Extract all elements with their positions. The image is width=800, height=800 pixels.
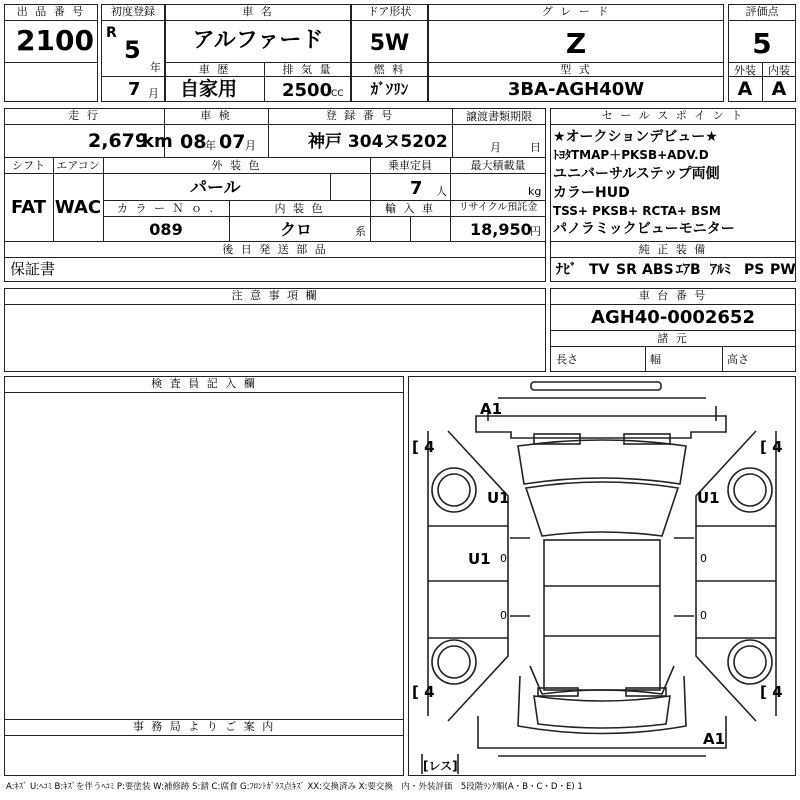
inspection-year: 08 [180, 131, 207, 153]
inspection-label: 車 検 [200, 109, 232, 122]
km-unit: km [142, 131, 173, 152]
zero-mark: 0 [500, 552, 507, 565]
registration-year: 5 [124, 36, 141, 64]
month-unit: 月 [148, 87, 159, 100]
tire-depth: [ 4 [760, 683, 783, 701]
spare-tire: [レス] [423, 759, 458, 773]
equipment-item: ﾅﾋﾞ [556, 262, 577, 278]
registration-number: 神戸 304ヌ5202 [308, 132, 448, 152]
lot-number: 2100 [16, 24, 94, 57]
tire-depth: [ 4 [412, 438, 435, 456]
office-label: 事 務 局 よ り ご 案 内 [132, 720, 276, 733]
aircon-label: エアコン [56, 159, 100, 172]
inspection-year-unit: 年 [205, 139, 216, 152]
exterior-color-label: 外 装 色 [211, 159, 262, 172]
inspection-month: 07 [219, 131, 246, 153]
sales-point: パノラミックビューモニター [553, 221, 735, 237]
notes-label: 注 意 事 項 欄 [231, 289, 319, 302]
equipment-item: SR [616, 262, 637, 278]
model-type-label: 型 式 [560, 63, 592, 76]
later-parts: 保証書 [10, 260, 56, 278]
era-prefix: R [106, 25, 117, 41]
exterior-label: 外装 [734, 64, 756, 77]
height-label: 高さ [727, 353, 749, 366]
inspection-month-unit: 月 [245, 139, 256, 152]
chassis-number-label: 車 台 番 号 [638, 289, 708, 302]
doc-month-unit: 月 [490, 141, 501, 154]
sales-point: カラーHUD [553, 185, 630, 201]
shift-label: シフト [12, 159, 45, 172]
damage-mark: U1 [468, 550, 491, 568]
equipment-item: PS [744, 262, 765, 278]
lot-number-label: 出 品 番 号 [16, 5, 86, 18]
registration-month: 7 [128, 79, 141, 100]
doc-day-unit: 日 [530, 141, 541, 154]
kg-unit: kg [528, 185, 542, 198]
recycle-fee: 18,950 [470, 220, 532, 239]
equipment-item: TV [589, 262, 610, 278]
exterior-color: パール [190, 178, 241, 198]
displacement: 2500 [282, 80, 333, 101]
sales-point: TSS+ PKSB+ RCTA+ BSM [553, 204, 721, 218]
car-name-label: 車 名 [242, 5, 274, 18]
damage-mark: U1 [487, 489, 510, 507]
equipment-item: PW [770, 262, 796, 278]
tire-depth: [ 4 [412, 683, 435, 701]
grade-label: グ レ ー ド [541, 5, 611, 18]
exterior-grade: A [737, 78, 753, 100]
displacement-label: 排 気 量 [282, 63, 333, 76]
damage-mark: A1 [703, 730, 726, 748]
grade: Z [565, 27, 587, 60]
sales-points-label: セ ー ル ス ポ イ ン ト [601, 109, 745, 122]
legend: A:ｷｽﾞ U:ﾍｺﾐ B:ｷｽﾞを伴うﾍｺﾐ P:要塗装 W:補修跡 S:錆 C:腐食 G:ﾌﾛﾝﾄｶﾞﾗｽ点ｷｽﾞ XX:交換済み X:要交換 内・外装評価 5段階ﾗﾝｸ順(A・B・C・D・E) 1 [6, 782, 583, 792]
model-type: 3BA-AGH40W [507, 79, 645, 100]
chassis-number: AGH40-0002652 [591, 307, 755, 328]
damage-mark: U1 [697, 489, 720, 507]
equipment-item: ｱﾙﾐ [710, 262, 731, 278]
transfer-docs-label: 譲渡書類期限 [466, 110, 532, 123]
history-label: 車 歴 [198, 63, 231, 76]
genuine-equipment-label: 純 正 装 備 [638, 243, 708, 256]
score: 5 [752, 27, 772, 60]
import-label: 輸 入 車 [385, 202, 435, 215]
registration-number-label: 登 録 番 号 [325, 109, 395, 122]
mileage-label: 走 行 [68, 109, 100, 122]
tire-depth: [ 4 [760, 438, 783, 456]
shift: FAT [10, 197, 47, 218]
score-label: 評価点 [745, 5, 779, 18]
equipment-item: ABS [642, 262, 674, 278]
door-type: 5W [369, 31, 410, 56]
sales-point: ★オークションデビュー★ [553, 129, 718, 145]
specs-label: 諸 元 [657, 332, 689, 345]
interior-color: クロ [280, 220, 313, 239]
kei-unit: 系 [355, 225, 366, 238]
zero-mark: 0 [700, 552, 707, 565]
equipment-item: ｴｱB [676, 262, 701, 278]
car-name: アルファード [192, 28, 324, 53]
color-number-label: カ ラ ー Ｎ ｏ . [117, 202, 215, 215]
fuel: ｶﾞｿﾘﾝ [370, 80, 409, 98]
sales-point: ﾄﾖﾀTMAP＋PKSB+ADV.D [553, 148, 709, 162]
capacity: 7 [410, 178, 423, 199]
person-unit: 人 [436, 185, 447, 198]
interior-grade: A [771, 78, 787, 100]
first-registration-label: 初度登録 [111, 5, 155, 18]
sales-point: ユニバーサルステップ両側 [553, 166, 720, 182]
width-label: 幅 [650, 353, 661, 366]
cc-unit: CC [331, 89, 344, 99]
vehicle-diagram [408, 376, 796, 776]
inspector-label: 検 査 員 記 入 欄 [151, 377, 257, 390]
yen-unit: 円 [530, 225, 541, 238]
length-label: 長さ [556, 353, 578, 366]
fuel-label: 燃 料 [373, 63, 406, 76]
recycle-label: リサイクル預託金 [458, 202, 538, 213]
color-number: 089 [149, 220, 183, 239]
interior-label: 内装 [768, 64, 790, 77]
inspector-box [4, 376, 404, 776]
max-load-label: 最大積載量 [470, 159, 526, 172]
year-unit: 年 [150, 61, 161, 74]
zero-mark: 0 [500, 609, 507, 622]
mileage: 2,679 [88, 130, 149, 152]
door-type-label: ドア形状 [367, 5, 412, 18]
damage-mark: A1 [480, 400, 503, 418]
interior-color-label: 内 装 色 [274, 202, 325, 215]
history: 自家用 [180, 78, 238, 100]
aircon: WAC [54, 197, 102, 218]
zero-mark: 0 [700, 609, 707, 622]
capacity-label: 乗車定員 [388, 159, 432, 172]
later-parts-label: 後 日 発 送 部 品 [222, 243, 328, 256]
